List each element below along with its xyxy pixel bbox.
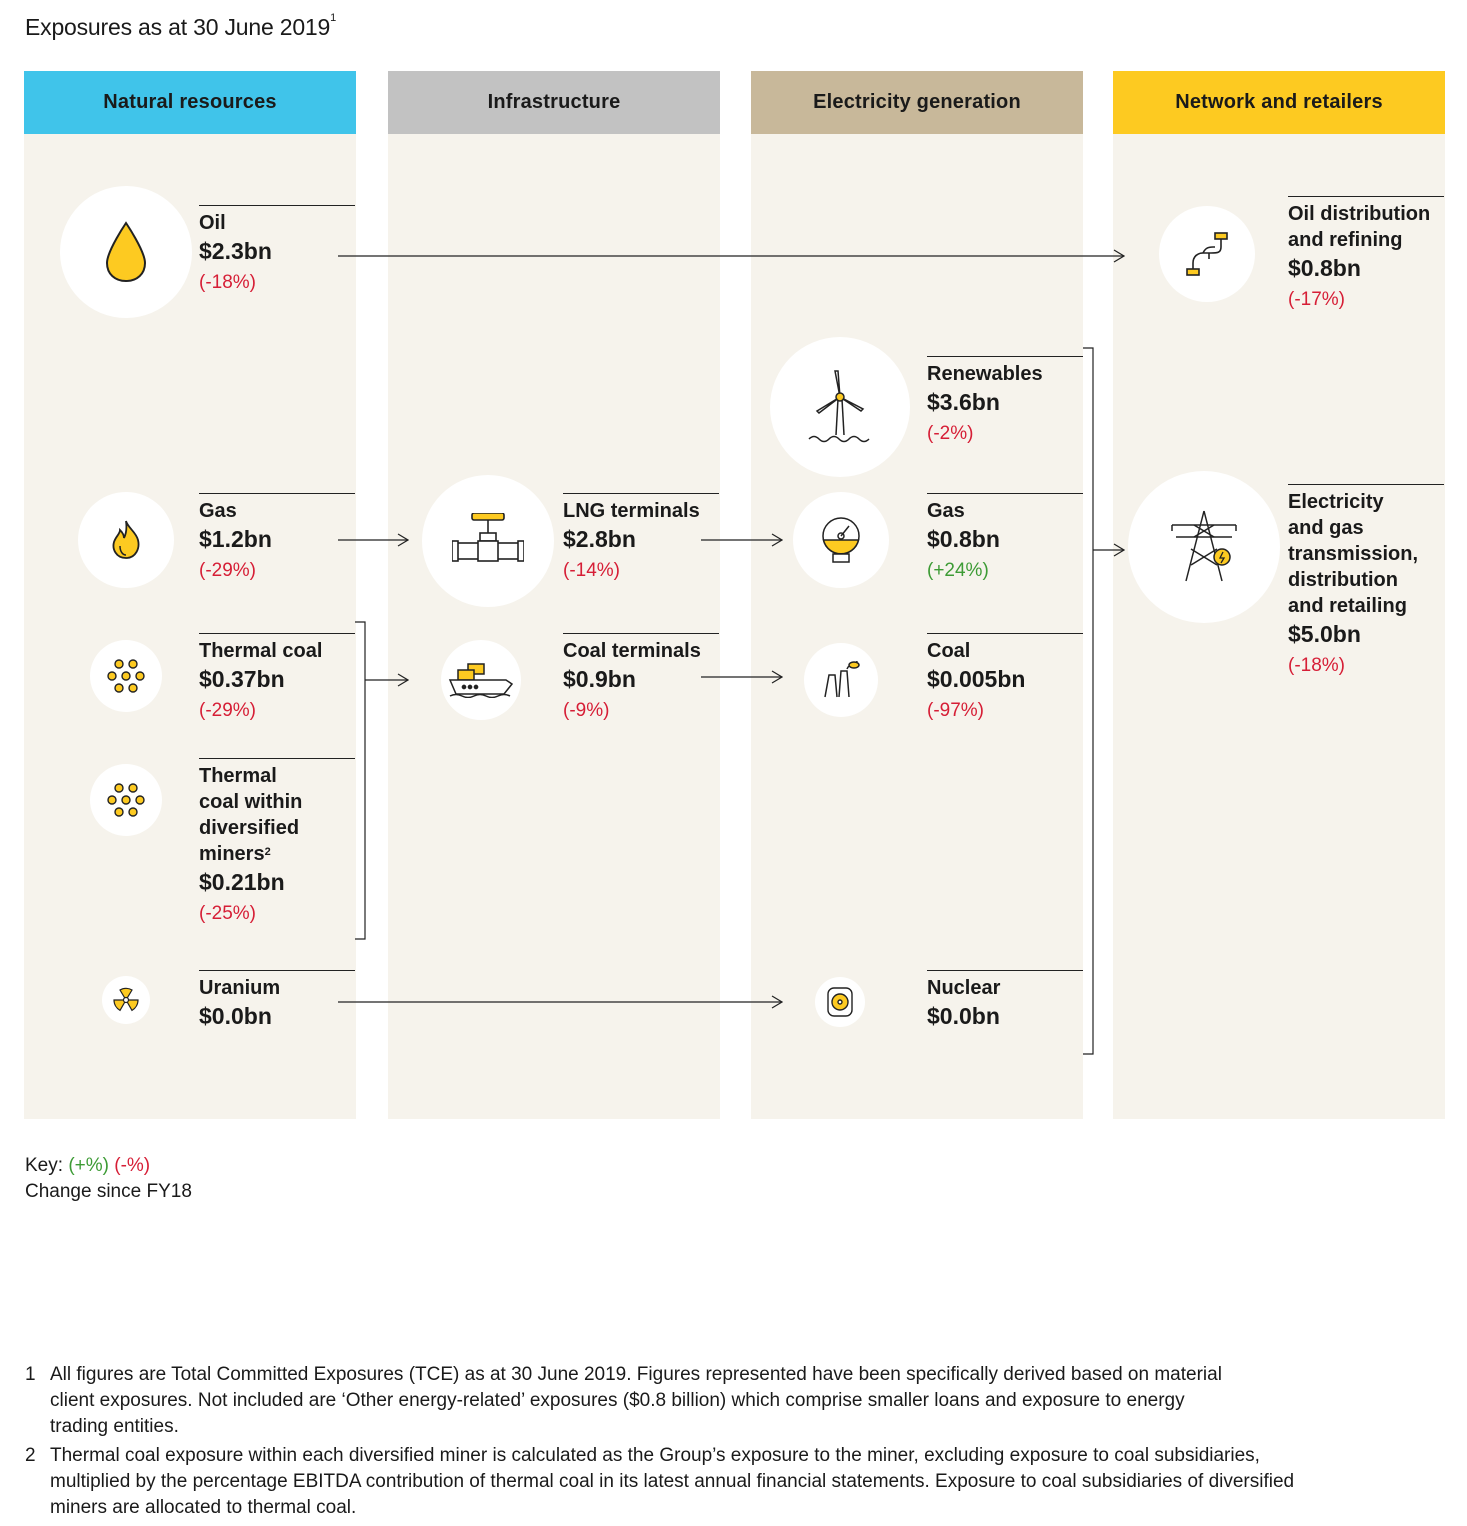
label: Renewables (927, 363, 1043, 385)
bracket-coal (355, 622, 365, 939)
oil-drop-icon (60, 186, 192, 318)
key-negative: (-%) (114, 1155, 151, 1176)
label-line: Electricity (1288, 491, 1384, 513)
label-line: and retailing (1288, 595, 1407, 617)
amount: $0.9bn (563, 666, 636, 692)
legend-key (25, 1153, 192, 1205)
key-caption: Change since FY18 (25, 1181, 192, 1202)
item-electricity-gas (1288, 484, 1444, 679)
pipe-tap-icon (1159, 206, 1255, 302)
bracket-generation (1083, 348, 1093, 1054)
item-coal-generation (927, 633, 1083, 724)
change: (+24%) (927, 560, 989, 581)
label-line: diversified (199, 817, 300, 839)
label: LNG terminals (563, 500, 700, 522)
label-line: Oil distribution (1288, 203, 1431, 225)
footnote-1: 1 All figures are Total Committed Exposures (TCE) as at 30 June 2019. Figures represented have been specifically derived based on material client exposures. Not included are ‘Other energy-related’ exposures ($0.8 billion) which comprise smaller loans and exposure to energy trading entities. (25, 1364, 1222, 1437)
item-thermal-coal (199, 633, 355, 724)
amount: $3.6bn (927, 389, 1000, 415)
change: (-17%) (1288, 289, 1346, 310)
label-line: miners$^2$ (199, 843, 271, 865)
coal-icon (90, 640, 162, 712)
label-line: transmission, (1288, 543, 1419, 565)
change: (-29%) (199, 700, 257, 721)
item-nuclear (927, 970, 1083, 1031)
ship-icon (441, 640, 521, 720)
label: Coal terminals (563, 640, 701, 662)
amount: $0.005bn (927, 666, 1026, 692)
item-lng-terminals (563, 493, 719, 584)
amount: $0.0bn (927, 1003, 1000, 1029)
label: Nuclear (927, 977, 1001, 999)
amount: $0.21bn (199, 869, 285, 895)
label: Oil (199, 212, 226, 234)
amount: $0.37bn (199, 666, 285, 692)
amount: $1.2bn (199, 526, 272, 552)
change: (-18%) (199, 272, 257, 293)
radiation-icon (102, 976, 150, 1024)
column-header-natural-resources: Natural resources (24, 71, 356, 134)
key-positive: (+%) (68, 1155, 109, 1176)
column-header-infrastructure: Infrastructure (388, 71, 720, 134)
label-line: and gas (1288, 517, 1364, 539)
page-title: Exposures as at 30 June 2019$^1$ (25, 12, 337, 40)
label-line: and refining (1288, 229, 1403, 251)
change: (-25%) (199, 903, 257, 924)
amount: $0.8bn (927, 526, 1000, 552)
pylon-icon (1128, 471, 1280, 623)
amount: $2.3bn (199, 238, 272, 264)
label: Thermal coal (199, 640, 323, 662)
item-uranium (199, 970, 355, 1031)
change: (-18%) (1288, 655, 1346, 676)
item-gas (199, 493, 355, 584)
amount: $0.8bn (1288, 255, 1361, 281)
item-thermal-coal-miners (199, 758, 355, 927)
gas-gauge-icon (793, 492, 889, 588)
item-oil-distribution (1288, 196, 1444, 313)
nuclear-icon (815, 977, 865, 1027)
label-line: distribution (1288, 569, 1398, 591)
change: (-14%) (563, 560, 621, 581)
change: (-9%) (563, 700, 610, 721)
amount: $5.0bn (1288, 621, 1361, 647)
footnote-2: 2 Thermal coal exposure within each diversified miner is calculated as the Group’s exposure to the miner, excluding exposure to coal subsidiaries, multiplied by the percentage EBITDA contribution of thermal coal in its latest annual financial statements. Exposure to coal subsidiaries of diversified miners are allocated to thermal coal. (25, 1445, 1295, 1518)
column-header-network-retailers: Network and retailers (1113, 71, 1445, 134)
item-gas-generation (927, 493, 1083, 584)
power-plant-icon (804, 643, 878, 717)
change: (-2%) (927, 423, 974, 444)
label-line: Thermal (199, 765, 277, 787)
label: Uranium (199, 977, 281, 999)
key-prefix: Key: (25, 1155, 64, 1176)
column-header-electricity-generation: Electricity generation (751, 71, 1083, 134)
change: (-29%) (199, 560, 257, 581)
amount: $2.8bn (563, 526, 636, 552)
valve-pipe-icon (422, 475, 554, 607)
item-oil (199, 205, 355, 296)
wind-turbine-icon (770, 337, 910, 477)
label-line: coal within (199, 791, 303, 813)
item-renewables (927, 356, 1083, 447)
coal-icon (90, 764, 162, 836)
flame-icon (78, 492, 174, 588)
label: Gas (199, 500, 237, 522)
change: (-97%) (927, 700, 985, 721)
amount: $0.0bn (199, 1003, 272, 1029)
label: Gas (927, 500, 965, 522)
item-coal-terminals (563, 633, 719, 724)
label: Coal (927, 640, 971, 662)
